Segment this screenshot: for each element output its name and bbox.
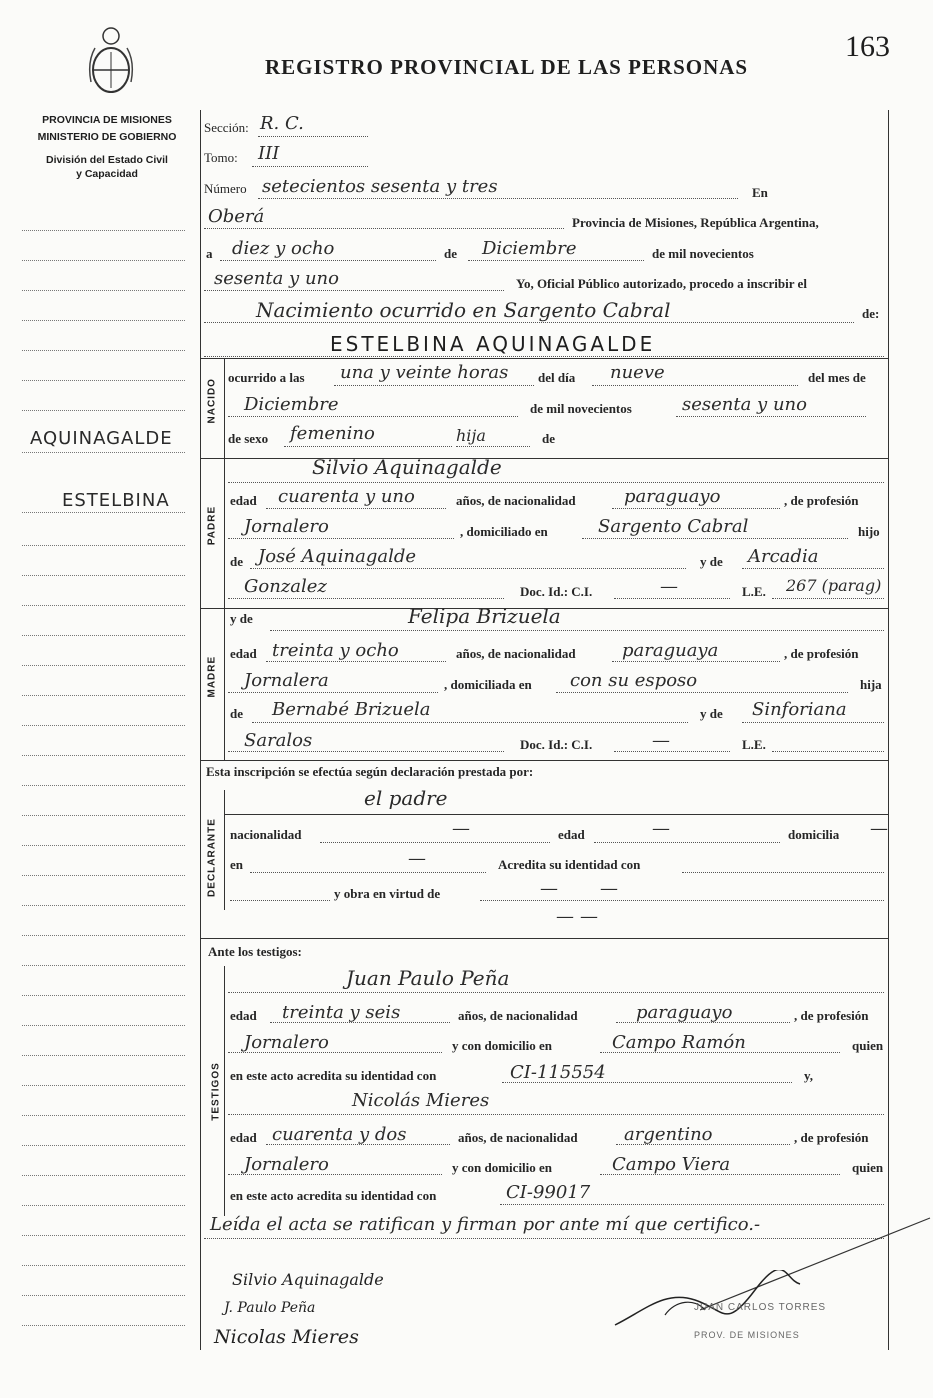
mil-label: de mil novecientos (652, 246, 754, 261)
declarante-obra-value-2: — (600, 878, 618, 899)
nacido-anio-value: sesenta y uno (682, 394, 807, 415)
nacido-mes-rule (228, 416, 518, 417)
madre-nacionalidad-rule (612, 661, 780, 662)
agency-line-3: División del Estado Civil (46, 154, 168, 166)
declarante-extra-2: — (580, 906, 598, 927)
margin-rule (22, 452, 185, 453)
madre-prof-label: , de profesión (784, 646, 859, 661)
padre-edad-label: edad (230, 493, 257, 508)
hija-value: hija (456, 426, 486, 445)
padre-nombre-value: Silvio Aquinagalde (312, 455, 502, 479)
margin-rule (22, 1325, 185, 1326)
testigo2-nac-rule (616, 1144, 790, 1145)
tomo-value: III (258, 143, 280, 164)
anio-rule (204, 290, 504, 291)
declarante-nac-value: — (452, 818, 470, 839)
testigo2-prof-rule (228, 1174, 442, 1175)
padre-tag-line (224, 458, 225, 608)
testigo1-domicilio: Campo Ramón (612, 1032, 746, 1053)
madre-profesion-rule (228, 692, 438, 693)
hecho-value: Nacimiento ocurrido en Sargento Cabral (256, 298, 671, 322)
de-label: de (444, 246, 457, 261)
margin-rule (22, 575, 185, 576)
seccion-value: R. C. (260, 113, 304, 134)
declarante-edad-rule (594, 842, 780, 843)
nacido-tag-line (224, 358, 225, 458)
madre-edad-label: edad (230, 646, 257, 661)
declarante-en-rule (250, 872, 486, 873)
padre-hijo-label: hijo (858, 524, 880, 539)
signature-2: J. Paulo Peña (224, 1300, 316, 1316)
margin-rule (22, 1235, 185, 1236)
margin-rule (22, 230, 185, 231)
declarante-value: el padre (364, 786, 448, 810)
madre-yde2-label: y de (700, 706, 723, 721)
testigo1-edad: treinta y seis (282, 1002, 401, 1023)
testigo1-nombre: Juan Paulo Peña (346, 966, 510, 990)
padre-madre-ap-value: Gonzalez (244, 576, 327, 597)
margin-rule (22, 512, 185, 513)
nacido-top-rule (200, 358, 888, 359)
nombre-value: ESTELBINA AQUINAGALDE (330, 332, 656, 356)
padre-domicilio-rule (582, 538, 848, 539)
frame-right-line (888, 110, 889, 1350)
margin-rule (22, 350, 185, 351)
testigo2-edad-rule (266, 1144, 450, 1145)
dia-label: del día (538, 370, 576, 385)
oficial-label: Yo, Oficial Público autorizado, procedo a inscribir el (516, 276, 807, 291)
testigo1-edad-label: edad (230, 1008, 257, 1023)
hecho-rule (204, 322, 854, 323)
coat-of-arms-icon (85, 22, 137, 102)
declarante-obra-label: y obra en virtud de (334, 886, 441, 901)
margin-rule (22, 290, 185, 291)
nacido-dia-rule (592, 385, 798, 386)
provincia-label: Provincia de Misiones, República Argentina, (572, 215, 819, 230)
nacido-anio-rule (676, 416, 866, 417)
padre-prof-label: , de profesión (784, 493, 859, 508)
margin-rule (22, 695, 185, 696)
testigo2-prof-label: , de profesión (794, 1130, 869, 1145)
sexo-rule (284, 446, 452, 447)
de2-label: de: (862, 306, 880, 321)
testigo1-doc: CI-115554 (510, 1062, 606, 1083)
declarante-en-value: — (408, 848, 426, 869)
numero-label: Número (204, 181, 247, 196)
madre-nac-label: años, de nacionalidad (456, 646, 576, 661)
sexo-label: de sexo (228, 431, 269, 446)
margin-rule (22, 1055, 185, 1056)
declarante-nac-label: nacionalidad (230, 827, 302, 842)
nacido-mil-label: de mil novecientos (530, 401, 632, 416)
madre-dom-label: , domiciliada en (444, 677, 532, 692)
margin-rule (22, 1205, 185, 1206)
madre-de-label: de (230, 706, 243, 721)
document-title: REGISTRO PROVINCIAL DE LAS PERSONAS (265, 55, 749, 79)
margin-rule (22, 965, 185, 966)
madre-nombre-rule (270, 630, 884, 631)
declarante-obra-value: — (540, 878, 558, 899)
testigos-tag-line (224, 966, 225, 1216)
declarante-obra-pre-rule (230, 900, 330, 901)
madre-doc-rule (614, 751, 730, 752)
testigo2-nombre: Nicolás Mieres (352, 1090, 490, 1111)
stamp-sub: PROV. DE MISIONES (694, 1330, 800, 1340)
mes-label: del mes de (808, 370, 866, 385)
madre-yde-label: y de (230, 611, 253, 626)
madre-profesion-value: Jornalera (244, 670, 329, 691)
margin-rule (22, 905, 185, 906)
agency-line-4: y Capacidad (76, 168, 138, 180)
numero-rule (258, 198, 738, 199)
margin-given-name: ESTELBINA (62, 490, 170, 511)
declarante-acredita-label: Acredita su identidad con (498, 857, 641, 872)
margin-rule (22, 665, 185, 666)
margin-rule (22, 1085, 185, 1086)
mes-rule (468, 260, 644, 261)
padre-doc-rule (614, 598, 730, 599)
testigo1-quien-label: quien (852, 1038, 884, 1053)
page-number: 163 (845, 30, 890, 63)
declarante-acredita-rule (682, 872, 884, 873)
madre-padre-rule (252, 722, 688, 723)
testigo2-domicilio: Campo Viera (612, 1154, 731, 1175)
nacido-dia-value: nueve (610, 362, 665, 383)
padre-doc-label: Doc. Id.: C.I. (520, 584, 593, 599)
frame-left-line (200, 110, 201, 1350)
hora-value: una y veinte horas (340, 362, 509, 383)
madre-doc-label: Doc. Id.: C.I. (520, 737, 593, 752)
madre-le-rule (772, 751, 884, 752)
testigo2-nombre-rule (228, 1114, 884, 1115)
hora-rule (334, 385, 534, 386)
madre-doc-value: — (652, 730, 670, 751)
testigos-ante-label: Ante los testigos: (208, 944, 302, 959)
testigos-tag: TESTIGOS (210, 1062, 222, 1121)
madre-tag: MADRE (206, 655, 218, 698)
margin-rule (22, 1175, 185, 1176)
padre-nacionalidad-rule (612, 508, 780, 509)
padre-top-rule (200, 458, 888, 459)
lugar-value: Oberá (208, 206, 265, 227)
padre-profesion-rule (228, 538, 454, 539)
madre-domicilio-rule (556, 692, 848, 693)
padre-dom-label: , domiciliado en (460, 524, 548, 539)
declaracion-top-rule (200, 760, 888, 761)
margin-rule (22, 875, 185, 876)
margin-rule (22, 935, 185, 936)
padre-le-rule (772, 598, 884, 599)
padre-doc-value: — (660, 576, 678, 597)
dia-value: diez y ocho (232, 238, 335, 259)
margin-rule (22, 1145, 185, 1146)
padre-le-value: 267 (parag) (786, 576, 882, 595)
margin-rule (22, 410, 185, 411)
padre-padre-value: José Aquinagalde (258, 546, 417, 567)
margin-rule (22, 1265, 185, 1266)
tomo-rule (252, 166, 368, 167)
nacido-de-label: de (542, 431, 555, 446)
a-label: a (206, 246, 213, 261)
hija-rule (456, 446, 530, 447)
margin-rule (22, 260, 185, 261)
en-label: En (752, 185, 768, 200)
testigo2-cierre: Leída el acta se ratifican y firman por ante mí que certifico.- (210, 1214, 761, 1235)
padre-le-label: L.E. (742, 584, 766, 599)
testigo1-profesion: Jornalero (244, 1032, 329, 1053)
padre-nac-label: años, de nacionalidad (456, 493, 576, 508)
testigo2-dom-label: y con domicilio en (452, 1160, 553, 1175)
margin-rule (22, 725, 185, 726)
padre-tag: PADRE (206, 505, 218, 546)
padre-domicilio-value: Sargento Cabral (598, 516, 749, 537)
padre-edad-rule (266, 508, 446, 509)
agency-line-1: PROVINCIA DE MISIONES (42, 114, 172, 126)
testigo2-doc-rule (500, 1204, 884, 1205)
anio-value: sesenta y uno (214, 268, 339, 289)
margin-rule (22, 1295, 185, 1296)
margin-rule (22, 785, 185, 786)
numero-value: setecientos sesenta y tres (262, 176, 498, 197)
signature-1: Silvio Aquinagalde (232, 1270, 384, 1289)
declarante-tag: DECLARANTE (206, 818, 218, 897)
testigo2-quien-label: quien (852, 1160, 884, 1175)
madre-nacionalidad-value: paraguaya (622, 640, 719, 661)
nacido-tag: NACIDO (206, 378, 218, 424)
padre-madre-ap-rule (228, 598, 504, 599)
madre-padre-value: Bernabé Brizuela (272, 699, 431, 720)
margin-rule (22, 1115, 185, 1116)
padre-edad-value: cuarenta y uno (278, 486, 415, 507)
madre-le-label: L.E. (742, 737, 766, 752)
padre-de-label: de (230, 554, 243, 569)
declarante-dom-value: — (870, 818, 888, 839)
margin-rule (22, 545, 185, 546)
madre-domicilio-value: con su esposo (570, 670, 698, 691)
declarante-en-label: en (230, 857, 243, 872)
declarante-dom-label: domicilia (788, 827, 840, 842)
ocurrido-label: ocurrido a las (228, 370, 305, 385)
testigo2-doc: CI-99017 (506, 1182, 591, 1203)
testigo2-acredita-label: en este acto acredita su identidad con (230, 1188, 437, 1203)
declarante-nac-rule (320, 842, 550, 843)
testigo1-prof-label: , de profesión (794, 1008, 869, 1023)
nombre-rule (204, 356, 884, 357)
madre-madre-rule (742, 722, 884, 723)
mes-value: Diciembre (482, 238, 577, 259)
padre-profesion-value: Jornalero (244, 516, 329, 537)
margin-surname: AQUINAGALDE (30, 428, 173, 449)
tomo-label: Tomo: (204, 150, 238, 165)
testigo1-nac-rule (616, 1022, 790, 1023)
dia-rule (220, 260, 436, 261)
stamp-name: JUAN CARLOS TORRES (694, 1302, 827, 1313)
testigo1-prof-rule (228, 1052, 442, 1053)
margin-rule (22, 635, 185, 636)
testigo2-nac-label: años, de nacionalidad (458, 1130, 578, 1145)
testigo2-edad-label: edad (230, 1130, 257, 1145)
madre-nombre-value: Felipa Brizuela (408, 604, 561, 628)
testigo1-dom-rule (600, 1052, 840, 1053)
margin-rule (22, 605, 185, 606)
padre-yde-label: y de (700, 554, 723, 569)
padre-nacionalidad-value: paraguayo (624, 486, 721, 507)
testigo2-nacionalidad: argentino (624, 1124, 713, 1145)
testigo1-edad-rule (270, 1022, 450, 1023)
padre-padre-rule (250, 568, 686, 569)
padre-nombre-rule (228, 482, 884, 483)
madre-madre-ap-value: Saralos (244, 730, 313, 751)
testigo1-nombre-rule (228, 992, 884, 993)
declarante-extra-1: — (556, 906, 574, 927)
margin-rule (22, 1025, 185, 1026)
madre-tag-line (224, 608, 225, 760)
madre-hija-label: hija (860, 677, 882, 692)
madre-madre-value: Sinforiana (752, 699, 847, 720)
declarante-edad-value: — (652, 818, 670, 839)
testigo2-profesion: Jornalero (244, 1154, 329, 1175)
margin-rule (22, 320, 185, 321)
declarante-obra-rule (480, 900, 884, 901)
margin-rule (22, 845, 185, 846)
testigo1-nacionalidad: paraguayo (636, 1002, 733, 1023)
padre-madre-rule (742, 568, 884, 569)
nacido-mes-value: Diciembre (244, 394, 339, 415)
madre-edad-rule (266, 661, 446, 662)
madre-madre-ap-rule (228, 751, 504, 752)
testigo1-acredita-label: en este acto acredita su identidad con (230, 1068, 437, 1083)
testigos-top-rule (200, 938, 888, 939)
declarante-edad-label: edad (558, 827, 585, 842)
seccion-label: Sección: (204, 120, 249, 135)
testigo1-nac-label: años, de nacionalidad (458, 1008, 578, 1023)
margin-rule (22, 815, 185, 816)
declaracion-texto: Esta inscripción se efectúa según declaración prestada por: (206, 764, 534, 779)
madre-edad-value: treinta y ocho (272, 640, 399, 661)
margin-rule (22, 755, 185, 756)
sexo-value: femenino (290, 423, 375, 444)
margin-rule (22, 995, 185, 996)
agency-line-2: MINISTERIO DE GOBIERNO (37, 131, 177, 143)
testigo1-dom-label: y con domicilio en (452, 1038, 553, 1053)
padre-madre-value: Arcadia (748, 546, 819, 567)
lugar-rule (204, 228, 564, 229)
declarante-tag-line (224, 790, 225, 910)
declarante-top-rule (224, 814, 888, 815)
testigo1-y-label: y, (804, 1068, 814, 1083)
signature-3: Nicolas Mieres (214, 1326, 359, 1348)
margin-rule (22, 380, 185, 381)
testigo2-dom-rule (600, 1174, 840, 1175)
testigo2-edad: cuarenta y dos (272, 1124, 407, 1145)
seccion-rule (258, 136, 368, 137)
testigo1-doc-rule (502, 1082, 792, 1083)
